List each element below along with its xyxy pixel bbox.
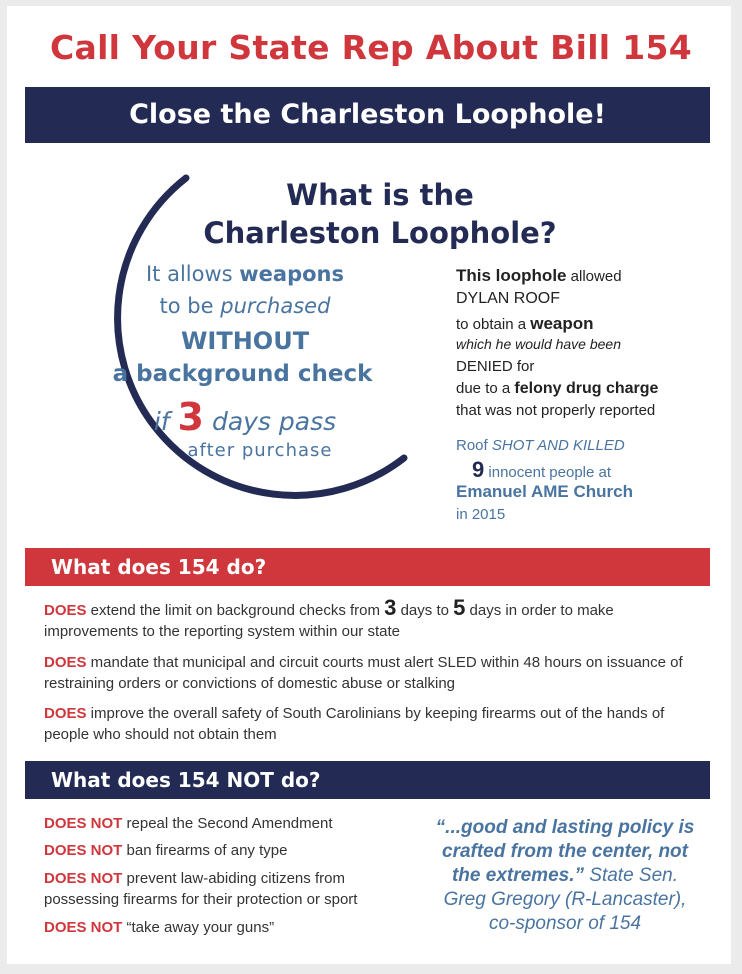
does-item-2: DOES mandate that municipal and circuit courts must alert SLED within 48 hours on issuance of restraining orders or convictions of domestic abuse or stalking: [44, 654, 683, 692]
right-line-6: due to a felony drug charge: [456, 380, 659, 397]
quote-line-5: co-sponsor of 154: [488, 913, 642, 934]
right-line-3: to obtain a weapon: [456, 314, 594, 333]
question-line-2: Charleston Loophole?: [203, 216, 557, 250]
right-line-5: DENIED for: [456, 358, 535, 375]
right-line-2: DYLAN ROOF: [456, 290, 561, 307]
does-section-header: What does 154 do?: [25, 548, 710, 586]
circle-line-2: to be purchased: [159, 294, 331, 318]
three-days-number: 3: [177, 395, 204, 439]
senator-quote: [420, 816, 710, 936]
question-line-1: What is the: [286, 178, 474, 212]
does-item-1: DOES extend the limit on background checks from 3 days to 5 days in order to make improvements to the reporting system within our state: [44, 595, 614, 640]
does-not-item-2: DOES NOT ban firearms of any type: [44, 842, 288, 859]
circle-line-3: WITHOUT: [180, 327, 310, 355]
right-line-10: Emanuel AME Church: [456, 482, 633, 501]
circle-line-5: if 3 days pass: [153, 395, 337, 439]
circle-line-1: It allows weapons: [145, 262, 344, 286]
headline-banner: Close the Charleston Loophole!: [25, 87, 710, 143]
does-not-item-4: DOES NOT “take away your guns”: [44, 919, 275, 936]
does-not-item-3-cont: possessing firearms for their protection or sport: [44, 891, 358, 908]
right-line-1: This loophole allowed: [456, 266, 622, 285]
does-not-section-header: What does 154 NOT do?: [25, 761, 710, 799]
right-line-8: Roof SHOT AND KILLED: [456, 437, 625, 454]
right-line-9: 9 innocent people at: [472, 457, 612, 482]
quote-line-4: Greg Gregory (R-Lancaster),: [443, 889, 687, 910]
loophole-question-title: [170, 176, 590, 252]
quote-line-2: crafted from the center, not: [442, 841, 688, 862]
circle-line-6: after purchase: [187, 440, 333, 461]
page-title: Call Your State Rep About Bill 154: [49, 28, 692, 67]
right-line-7: that was not properly reported: [456, 402, 656, 419]
right-line-11: in 2015: [456, 506, 506, 523]
right-line-4: which he would have been: [456, 336, 622, 352]
circle-line-4: a background check: [112, 361, 373, 387]
does-not-item-1: DOES NOT repeal the Second Amendment: [44, 815, 333, 832]
quote-line-3: the extremes.” State Sen.: [451, 865, 679, 886]
does-not-item-3: DOES NOT prevent law-abiding citizens from: [44, 870, 345, 887]
does-item-3: DOES improve the overall safety of South Carolinians by keeping firearms out of the hands of people who should not obtain them: [44, 705, 665, 743]
quote-line-1: “...good and lasting policy is: [435, 817, 695, 838]
